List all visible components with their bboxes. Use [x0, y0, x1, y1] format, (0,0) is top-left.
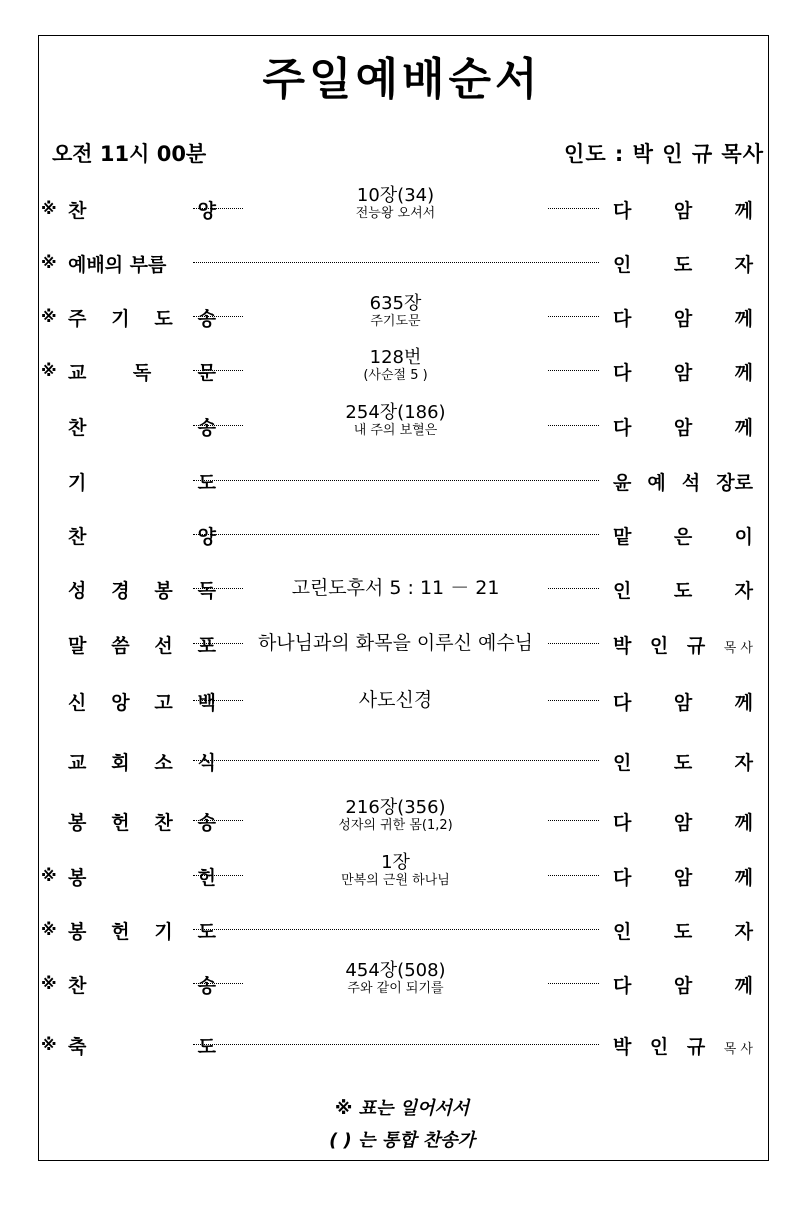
service-item — [38, 568, 769, 608]
footer-note-hymnal: ( ) 는 통합 찬송가 — [329, 1130, 475, 1151]
standing-mark: ※ — [41, 974, 57, 993]
service-item — [38, 852, 769, 895]
service-item — [38, 460, 769, 500]
dotted-leader — [193, 480, 599, 481]
item-label: 찬 양 — [68, 200, 216, 222]
item-subtitle: 전능왕 오셔서 — [355, 206, 436, 221]
standing-mark: ※ — [41, 253, 57, 272]
service-item — [38, 909, 769, 949]
item-label: 말 씀 선 포 — [68, 635, 216, 657]
item-detail — [243, 568, 548, 608]
item-label: 교 회 소 식 — [68, 752, 216, 774]
service-item — [38, 623, 769, 663]
service-item — [38, 242, 769, 282]
item-subtitle: 내 주의 보혈은 — [353, 423, 438, 438]
item-leader: 인 도 자 — [613, 254, 753, 276]
service-item — [38, 797, 769, 840]
item-leader: 다 암 께 — [613, 200, 753, 222]
item-leader: 다 암 께 — [613, 417, 753, 439]
page-title: 주일예배순서 — [262, 54, 542, 105]
item-text: 사도신경 — [358, 689, 433, 711]
item-label: 예배의 부름 — [68, 254, 167, 276]
item-label: 찬 양 — [68, 526, 216, 548]
item-label: 축 도 — [68, 1036, 216, 1058]
standing-mark: ※ — [41, 920, 57, 939]
service-item — [38, 293, 769, 336]
item-detail — [243, 348, 548, 384]
service-item — [38, 1024, 769, 1064]
item-subtitle: 주기도문 — [370, 314, 421, 329]
item-leader: 인 도 자 — [613, 921, 753, 943]
item-label: 주 기 도 송 — [68, 308, 216, 330]
item-leader: 박 인 규 목 사 — [613, 1036, 753, 1058]
service-item — [38, 185, 769, 228]
item-leader: 윤 예 석 장로 — [613, 472, 753, 494]
standing-mark: ※ — [41, 199, 57, 218]
item-leader: 인 도 자 — [613, 752, 753, 774]
item-number: 254장(186) — [345, 402, 446, 423]
item-number: 454장(508) — [345, 960, 446, 981]
dotted-leader — [193, 760, 599, 761]
item-number: 10장(34) — [356, 185, 435, 206]
service-leader: 인도 : 박 인 규 목사 — [564, 142, 764, 166]
service-item — [38, 402, 769, 445]
item-text: 하나님과의 화목을 이루신 예수님 — [257, 632, 534, 654]
service-item — [38, 347, 769, 390]
dotted-leader — [193, 534, 599, 535]
dotted-leader — [193, 262, 599, 263]
service-item — [38, 740, 769, 780]
service-time: 오전 11시 00분 — [52, 142, 207, 166]
standing-mark: ※ — [41, 866, 57, 885]
item-number: 128번 — [369, 347, 422, 368]
item-number: 635장 — [369, 293, 422, 314]
item-detail — [243, 853, 548, 889]
item-label: 찬 송 — [68, 417, 216, 439]
item-subtitle: 성자의 귀한 몸(1,2) — [338, 818, 453, 833]
item-leader: 맡 은 이 — [613, 526, 753, 548]
item-subtitle: (사순절 5 ) — [363, 368, 428, 383]
item-subtitle: 주와 같이 되기를 — [347, 981, 444, 996]
item-leader: 다 암 께 — [613, 867, 753, 889]
dotted-leader — [193, 929, 599, 930]
item-leader: 다 암 께 — [613, 692, 753, 714]
item-leader: 다 암 께 — [613, 812, 753, 834]
item-label: 신 앙 고 백 — [68, 692, 216, 714]
item-detail — [243, 294, 548, 330]
item-number: 216장(356) — [345, 797, 446, 818]
item-leader: 박 인 규 목 사 — [613, 635, 753, 657]
dotted-leader — [193, 1044, 599, 1045]
item-label: 기 도 — [68, 472, 216, 494]
item-subtitle: 만복의 근원 하나님 — [341, 873, 450, 888]
item-label: 교 독 문 — [68, 362, 216, 384]
item-label: 찬 송 — [68, 975, 216, 997]
item-detail — [243, 680, 548, 720]
item-label: 성 경 봉 독 — [68, 580, 216, 602]
standing-mark: ※ — [41, 1035, 57, 1054]
item-label: 봉 헌 — [68, 867, 216, 889]
item-detail — [243, 186, 548, 222]
item-detail — [243, 961, 548, 997]
service-item — [38, 514, 769, 554]
footer-note-standing: ※ 표는 일어서서 — [334, 1098, 470, 1119]
service-item — [38, 960, 769, 1003]
item-label: 봉 헌 찬 송 — [68, 812, 216, 834]
standing-mark: ※ — [41, 307, 57, 326]
item-leader: 다 암 께 — [613, 975, 753, 997]
item-detail — [243, 798, 548, 834]
item-leader: 다 암 께 — [613, 308, 753, 330]
item-label: 봉 헌 기 도 — [68, 921, 216, 943]
item-leader: 인 도 자 — [613, 580, 753, 602]
item-detail — [243, 403, 548, 439]
item-number: 1장 — [381, 852, 410, 873]
item-leader: 다 암 께 — [613, 362, 753, 384]
service-item — [38, 680, 769, 720]
item-text: 고린도후서 5 : 11 － 21 — [291, 577, 500, 599]
item-detail — [243, 623, 548, 663]
standing-mark: ※ — [41, 361, 57, 380]
